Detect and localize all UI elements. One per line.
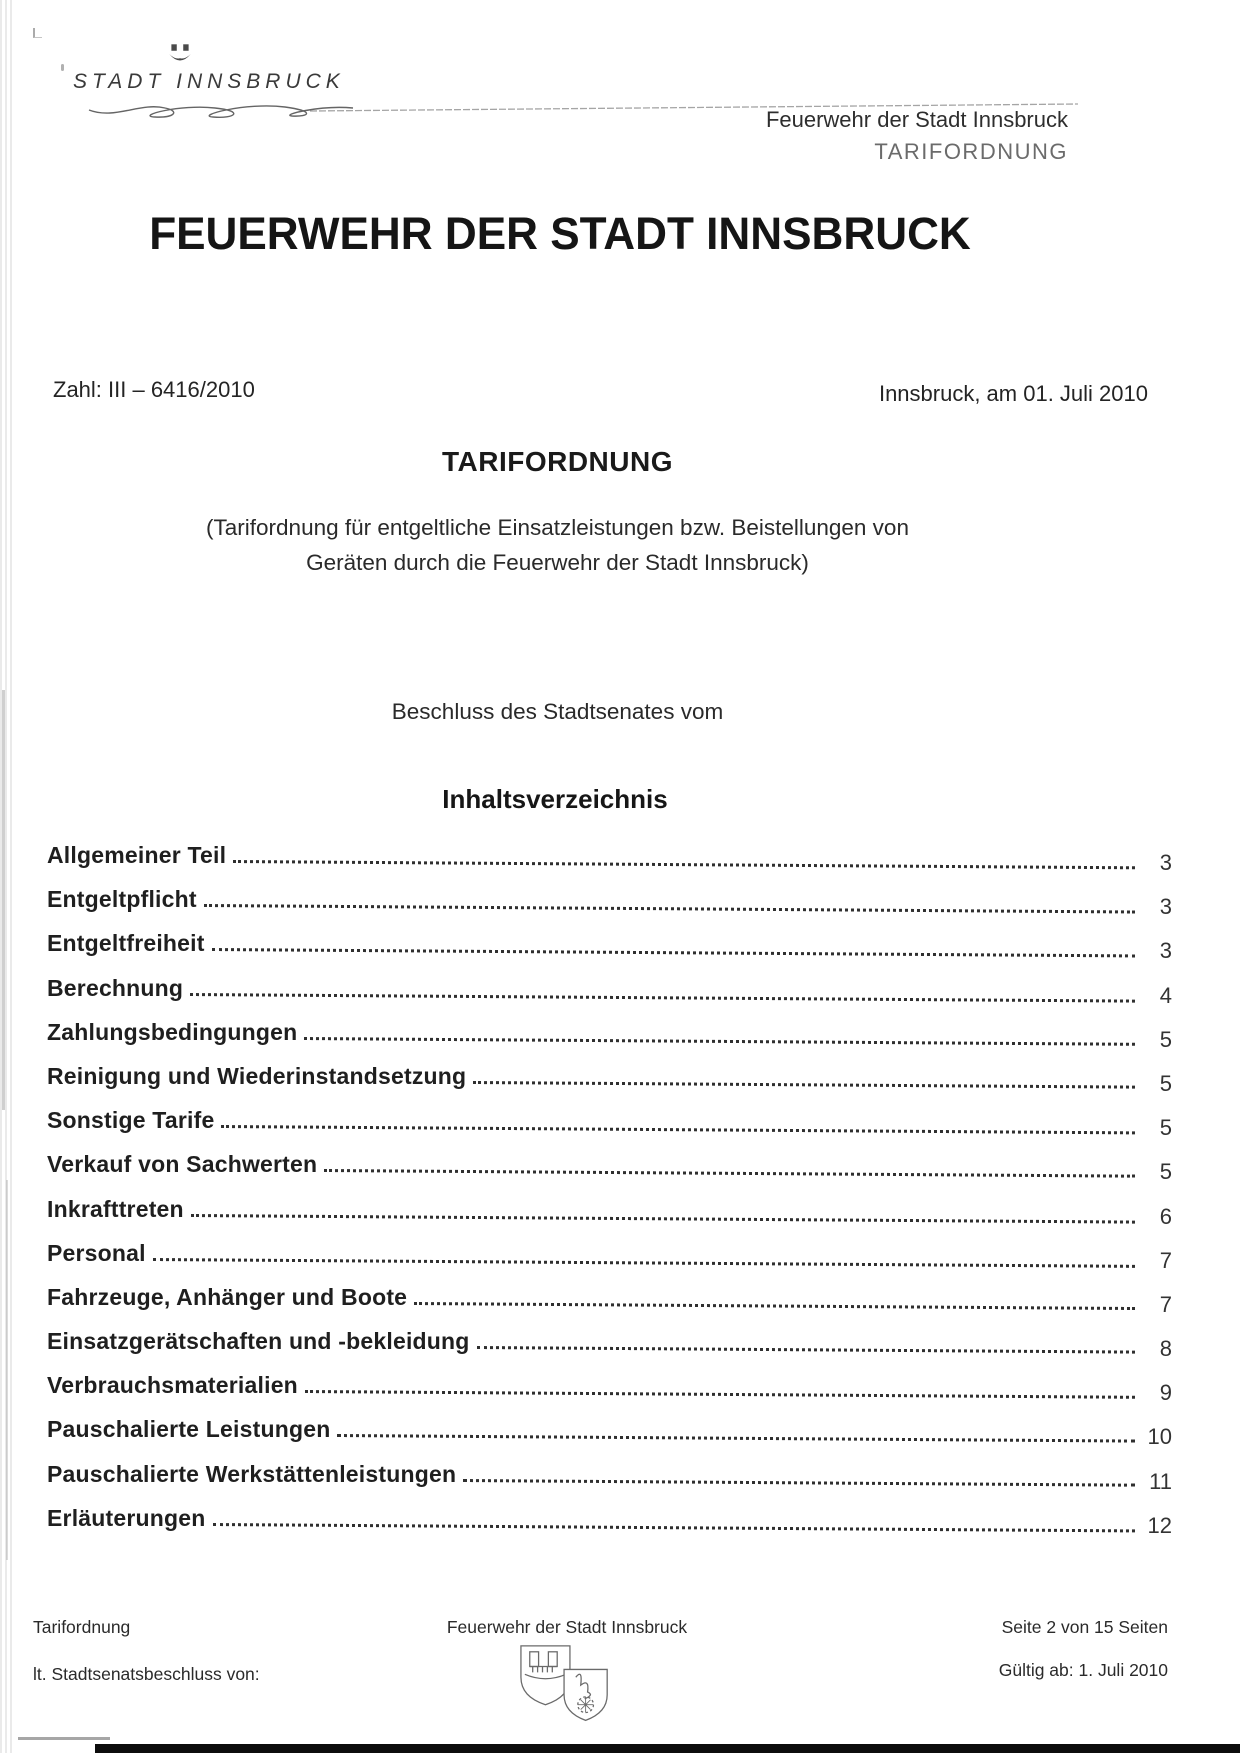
toc-dot-leader: [190, 992, 1135, 1003]
toc-entry: [47, 1505, 1172, 1537]
footer-page-info: Seite 2 von 15 Seiten: [1001, 1617, 1168, 1637]
toc-entry-label: Fahrzeuge, Anhänger und Boote: [47, 1283, 408, 1310]
toc-entry-page: 11: [1149, 1468, 1172, 1494]
toc-entry-label: Allgemeiner Teil: [47, 842, 227, 868]
toc-entry-label: Reinigung und Wiederinstandsetzung: [47, 1062, 467, 1089]
toc-entry: [47, 1416, 1172, 1448]
scan-mark: [33, 28, 42, 38]
toc-entry: [47, 1107, 1172, 1139]
toc-entry-label: Pauschalierte Leistungen: [47, 1416, 331, 1443]
footer-doc-name: Tarifordnung: [33, 1617, 131, 1637]
page-title: FEUERWEHR DER STADT INNSBRUCK: [149, 208, 971, 259]
toc-entry-label: Sonstige Tarife: [47, 1107, 215, 1134]
footer-resolution-ref: lt. Stadtsenatsbeschluss von:: [33, 1664, 260, 1684]
scan-streak: [6, 1180, 8, 1560]
toc-entry: [47, 1019, 1172, 1051]
toc-entry-page: 7: [1159, 1247, 1172, 1273]
toc-entry-label: Entgeltpflicht: [47, 886, 197, 913]
header-doc-line: TARIFORDNUNG: [874, 139, 1068, 164]
toc-entry-page: 8: [1159, 1336, 1172, 1362]
toc-dot-leader: [213, 1522, 1135, 1532]
scan-black-bar: [95, 1744, 1240, 1753]
toc-entry: [47, 975, 1172, 1007]
toc-entry: [47, 1196, 1172, 1228]
toc-entry-page: 10: [1147, 1424, 1172, 1450]
toc-entry-page: 5: [1159, 1115, 1172, 1141]
toc-dot-leader: [305, 1389, 1135, 1399]
toc-entry: [47, 1063, 1172, 1095]
toc-entry-label: Verkauf von Sachwerten: [47, 1151, 318, 1178]
toc-heading: Inhaltsverzeichnis: [442, 784, 668, 814]
toc-entry: [47, 1461, 1172, 1493]
toc-entry: [47, 1151, 1172, 1183]
document-heading: TARIFORDNUNG: [441, 446, 673, 477]
toc-entry-label: Verbrauchsmaterialien: [47, 1372, 298, 1399]
resolution-line: Beschluss des Stadtsenates vom: [391, 699, 724, 724]
footer-left-block: [33, 1617, 260, 1685]
place-and-date: Innsbruck, am 01. Juli 2010: [878, 381, 1148, 406]
toc-entry: [47, 1372, 1172, 1404]
toc-entry-label: Zahlungsbedingungen: [47, 1018, 298, 1045]
footer-org: Feuerwehr der Stadt Innsbruck: [446, 1617, 688, 1637]
toc-entry-page: 4: [1159, 982, 1172, 1008]
toc-entry-page: 5: [1159, 1026, 1172, 1052]
toc-entry: [47, 1328, 1172, 1360]
toc-entry-page: 12: [1147, 1512, 1172, 1538]
toc-dot-leader: [473, 1080, 1135, 1089]
header-org-line: Feuerwehr der Stadt Innsbruck: [765, 107, 1068, 132]
footer-right-block: [999, 1617, 1168, 1681]
subtitle-line-2: Geräten durch die Feuerwehr der Stadt Innsbruck): [306, 550, 809, 575]
toc-entry-page: 5: [1159, 1070, 1172, 1096]
toc-entry: [47, 1240, 1172, 1272]
header-right-block: [766, 107, 1068, 165]
toc-entry-label: Pauschalierte Werkstättenleistungen: [47, 1460, 457, 1487]
toc-dot-leader: [304, 1036, 1135, 1046]
subtitle-line-1: (Tarifordnung für entgeltliche Einsatzleistungen bzw. Beistellungen von: [206, 515, 909, 540]
reference-number: Zahl: III – 6416/2010: [53, 377, 255, 402]
scan-mark: [61, 64, 64, 71]
toc-entry-page: 3: [1159, 938, 1172, 964]
scan-streak: [2, 690, 5, 1110]
toc-entry-page: 9: [1159, 1380, 1172, 1406]
toc-dot-leader: [477, 1345, 1135, 1354]
toc-entry-label: Erläuterungen: [47, 1504, 206, 1531]
toc-entry-label: Einsatzgerätschaften und -bekleidung: [47, 1328, 470, 1355]
toc-dot-leader: [463, 1478, 1135, 1487]
toc-dot-leader: [221, 1124, 1135, 1134]
toc-dot-leader: [204, 903, 1135, 914]
document-subtitle: [0, 510, 1115, 580]
toc-dot-leader: [212, 947, 1135, 957]
toc-dot-leader: [337, 1433, 1135, 1443]
toc-entry-label: Entgeltfreiheit: [47, 930, 205, 957]
footer-valid-from: Gültig ab: 1. Juli 2010: [998, 1660, 1168, 1680]
innsbruck-bridge-crest-icon: [166, 42, 194, 66]
toc-entry-page: 5: [1159, 1159, 1172, 1185]
toc-entry-page: 3: [1159, 850, 1172, 875]
toc-entry-label: Berechnung: [47, 974, 184, 1001]
toc-entry: [47, 886, 1172, 918]
toc-entry-page: 7: [1159, 1291, 1172, 1317]
toc-dot-leader: [233, 859, 1135, 869]
letterhead-city-name: STADT INNSBRUCK: [73, 70, 345, 93]
toc-entry: [47, 1284, 1172, 1316]
toc-entry-label: Personal: [47, 1239, 146, 1266]
toc-dot-leader: [191, 1213, 1135, 1224]
toc-list: [47, 842, 1172, 1549]
toc-entry-label: Inkrafttreten: [47, 1195, 184, 1222]
fire-brigade-coat-of-arms-icon: [511, 1642, 623, 1740]
toc-dot-leader: [324, 1168, 1135, 1178]
toc-entry: [47, 930, 1172, 962]
scan-line-artifact: [18, 1737, 110, 1740]
toc-entry-page: 3: [1159, 894, 1172, 920]
toc-dot-leader: [414, 1301, 1135, 1310]
toc-entry: [47, 842, 1172, 874]
toc-entry-page: 6: [1159, 1203, 1172, 1229]
footer-center-block: [367, 1617, 767, 1745]
toc-dot-leader: [153, 1257, 1135, 1268]
